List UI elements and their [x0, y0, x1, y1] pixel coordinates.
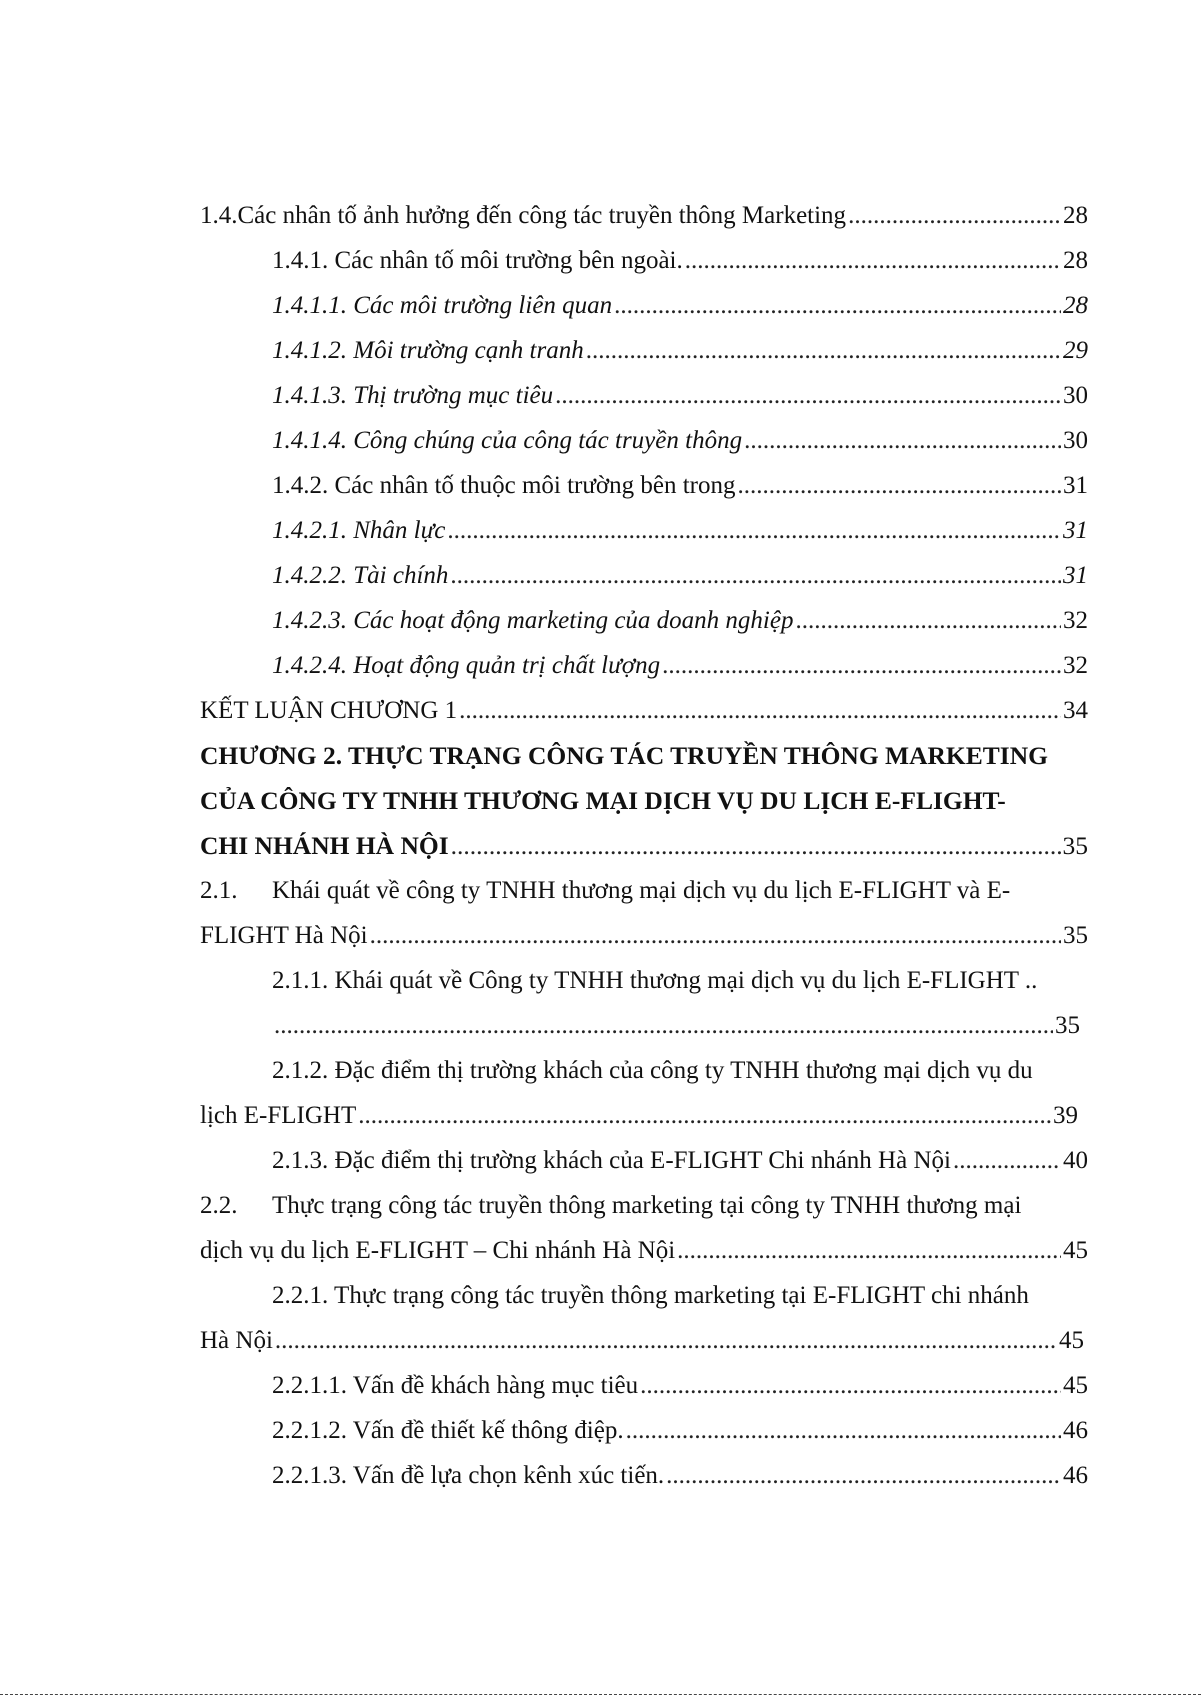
toc-entry-title: 1.4.1.2. Môi trường cạnh tranh — [272, 337, 584, 364]
toc-entry-title: 1.4.2. Các nhân tố thuộc môi trường bên trong — [272, 472, 736, 499]
toc-entry[interactable] — [272, 1453, 1088, 1498]
toc-section-number: 2.2. — [200, 1192, 238, 1219]
toc-entry[interactable] — [272, 328, 1088, 373]
toc-leader-dots — [451, 823, 1061, 868]
toc-leader-dots — [555, 373, 1061, 418]
toc-page-number: 34 — [1063, 697, 1088, 724]
toc-page-number: 29 — [1063, 337, 1088, 364]
toc-leader-dots — [744, 418, 1061, 463]
toc-entry[interactable] — [200, 1093, 1078, 1138]
toc-page-number: 28 — [1063, 292, 1088, 319]
toc-entry-title: 2.2.1.2. Vấn đề thiết kế thông điệp. — [272, 1417, 624, 1444]
toc-page-number: 35 — [1063, 922, 1088, 949]
toc-leader-dots — [450, 553, 1061, 598]
toc-chapter-heading[interactable] — [200, 733, 1088, 778]
toc-leader-dots — [459, 688, 1061, 733]
toc-page-number: 45 — [1059, 1327, 1084, 1354]
toc-page-number: 31 — [1063, 562, 1088, 589]
toc-page-number: 35 — [1055, 1012, 1080, 1039]
toc-page-number: 31 — [1063, 517, 1088, 544]
toc-entry-title: Thực trạng công tác truyền thông marketing tại công ty TNHH thương mại — [272, 1192, 1022, 1219]
toc-entry-title: FLIGHT Hà Nội — [200, 922, 368, 949]
toc-entry[interactable] — [272, 508, 1088, 553]
toc-page-number: 28 — [1063, 202, 1088, 229]
toc-entry-title: lịch E-FLIGHT — [200, 1102, 357, 1129]
toc-entry[interactable] — [272, 463, 1088, 508]
toc-leader-dots — [640, 1363, 1061, 1408]
toc-leader-dots — [677, 1228, 1061, 1273]
toc-leader-dots — [662, 643, 1061, 688]
toc-section-number: 1.4. — [200, 202, 238, 229]
toc-page-number: 35 — [1062, 831, 1088, 860]
toc-section-number: 2.1. — [200, 877, 238, 904]
toc-entry-title: KẾT LUẬN CHƯƠNG 1 — [200, 697, 458, 724]
toc-page-number: 32 — [1063, 652, 1088, 679]
page-bottom-edge — [0, 1694, 1201, 1695]
toc-page-number: 46 — [1063, 1417, 1088, 1444]
toc-leader-dots — [274, 1003, 1053, 1048]
toc-page-number: 28 — [1063, 247, 1088, 274]
toc-entry-title: 2.1.2. Đặc điểm thị trường khách của công ty TNHH thương mại dịch vụ du — [272, 1057, 1033, 1084]
toc-entry-title: CHI NHÁNH HÀ NỘI — [200, 831, 449, 860]
toc-leader-dots — [275, 1318, 1057, 1363]
toc-page-number: 40 — [1063, 1147, 1088, 1174]
toc-entry[interactable] — [272, 643, 1088, 688]
toc-entry-title: 1.4.2.4. Hoạt động quản trị chất lượng — [272, 652, 661, 679]
toc-entry-title: dịch vụ du lịch E-FLIGHT – Chi nhánh Hà Nội — [200, 1237, 676, 1264]
toc-entry-title: 1.4.1.3. Thị trường mục tiêu — [272, 382, 554, 409]
toc-page-number: 31 — [1063, 472, 1088, 499]
toc-entry[interactable] — [272, 1363, 1088, 1408]
toc-leader-dots — [848, 193, 1061, 238]
toc-leader-dots — [738, 463, 1061, 508]
toc-entry[interactable] — [272, 418, 1088, 463]
toc-page-number: 30 — [1063, 427, 1088, 454]
toc-entry[interactable] — [200, 913, 1088, 958]
toc-chapter-heading[interactable] — [200, 778, 1088, 823]
toc-entry-title: 2.2.1.3. Vấn đề lựa chọn kênh xúc tiến. — [272, 1462, 665, 1489]
toc-page-number: 30 — [1063, 382, 1088, 409]
toc-entry-title: 2.1.1. Khái quát về Công ty TNHH thương mại dịch vụ du lịch E-FLIGHT .. — [272, 967, 1038, 994]
toc-leader-dots — [666, 1453, 1061, 1498]
toc-entry-title: 2.2.1. Thực trạng công tác truyền thông marketing tại E-FLIGHT chi nhánh — [272, 1282, 1029, 1309]
toc-entry-title: Các nhân tố ảnh hưởng đến công tác truyền thông Marketing — [237, 202, 847, 229]
toc-entry[interactable] — [272, 283, 1088, 328]
toc-page-number: 46 — [1063, 1462, 1088, 1489]
toc-entry[interactable] — [200, 1183, 1088, 1228]
toc-entry[interactable] — [272, 1138, 1088, 1183]
toc-entry[interactable] — [200, 193, 1088, 238]
toc-leader-dots — [953, 1138, 1061, 1183]
toc-leader-dots — [586, 328, 1061, 373]
toc-leader-dots — [795, 598, 1061, 643]
toc-page-number: 32 — [1063, 607, 1088, 634]
toc-entry-title: 1.4.1. Các nhân tố môi trường bên ngoài. — [272, 247, 683, 274]
toc-entry[interactable] — [272, 1273, 1088, 1318]
toc-leader-dots — [358, 1093, 1051, 1138]
toc-entry[interactable] — [272, 238, 1088, 283]
toc-entry[interactable] — [272, 958, 1088, 1003]
toc-entry-title: 1.4.2.1. Nhân lực — [272, 517, 446, 544]
toc-page-number: 39 — [1053, 1102, 1078, 1129]
toc-chapter-heading[interactable] — [200, 823, 1088, 868]
toc-entry-title: Khái quát về công ty TNHH thương mại dịch vụ du lịch E-FLIGHT và E- — [272, 877, 1011, 904]
toc-entry[interactable] — [200, 868, 1088, 913]
toc-entry[interactable] — [272, 1408, 1088, 1453]
toc-entry-title: CỦA CÔNG TY TNHH THƯƠNG MẠI DỊCH VỤ DU LỊCH E-FLIGHT- — [200, 786, 1006, 815]
toc-entry-title: 2.2.1.1. Vấn đề khách hàng mục tiêu — [272, 1372, 639, 1399]
toc-entry[interactable] — [200, 688, 1088, 733]
toc-page-number: 45 — [1063, 1237, 1088, 1264]
toc-entry[interactable] — [272, 598, 1088, 643]
toc-entry-title: 1.4.1.1. Các môi trường liên quan — [272, 292, 613, 319]
toc-leader-dots — [370, 913, 1061, 958]
toc-entry[interactable] — [200, 1228, 1088, 1273]
toc-leader-dots — [685, 238, 1061, 283]
toc-leader-dots — [447, 508, 1061, 553]
toc-entry-title: 2.1.3. Đặc điểm thị trường khách của E-FLIGHT Chi nhánh Hà Nội — [272, 1147, 951, 1174]
toc-entry-title: 1.4.2.3. Các hoạt động marketing của doanh nghiệp — [272, 607, 794, 634]
toc-entry-title: 1.4.1.4. Công chúng của công tác truyền thông — [272, 427, 743, 454]
toc-leader-dots — [614, 283, 1061, 328]
toc-page-number: 45 — [1063, 1372, 1088, 1399]
toc-entry-title: CHƯƠNG 2. THỰC TRẠNG CÔNG TÁC TRUYỀN THÔNG MARKETING — [200, 741, 1048, 770]
toc-entry-title: Hà Nội — [200, 1327, 273, 1354]
toc-entry[interactable] — [272, 1003, 1080, 1048]
toc-entry[interactable] — [272, 373, 1088, 418]
toc-entry-title: 1.4.2.2. Tài chính — [272, 562, 449, 589]
toc-entry[interactable] — [200, 1318, 1084, 1363]
toc-entry[interactable] — [272, 553, 1088, 598]
toc-entry[interactable] — [272, 1048, 1088, 1093]
toc-leader-dots — [626, 1408, 1061, 1453]
